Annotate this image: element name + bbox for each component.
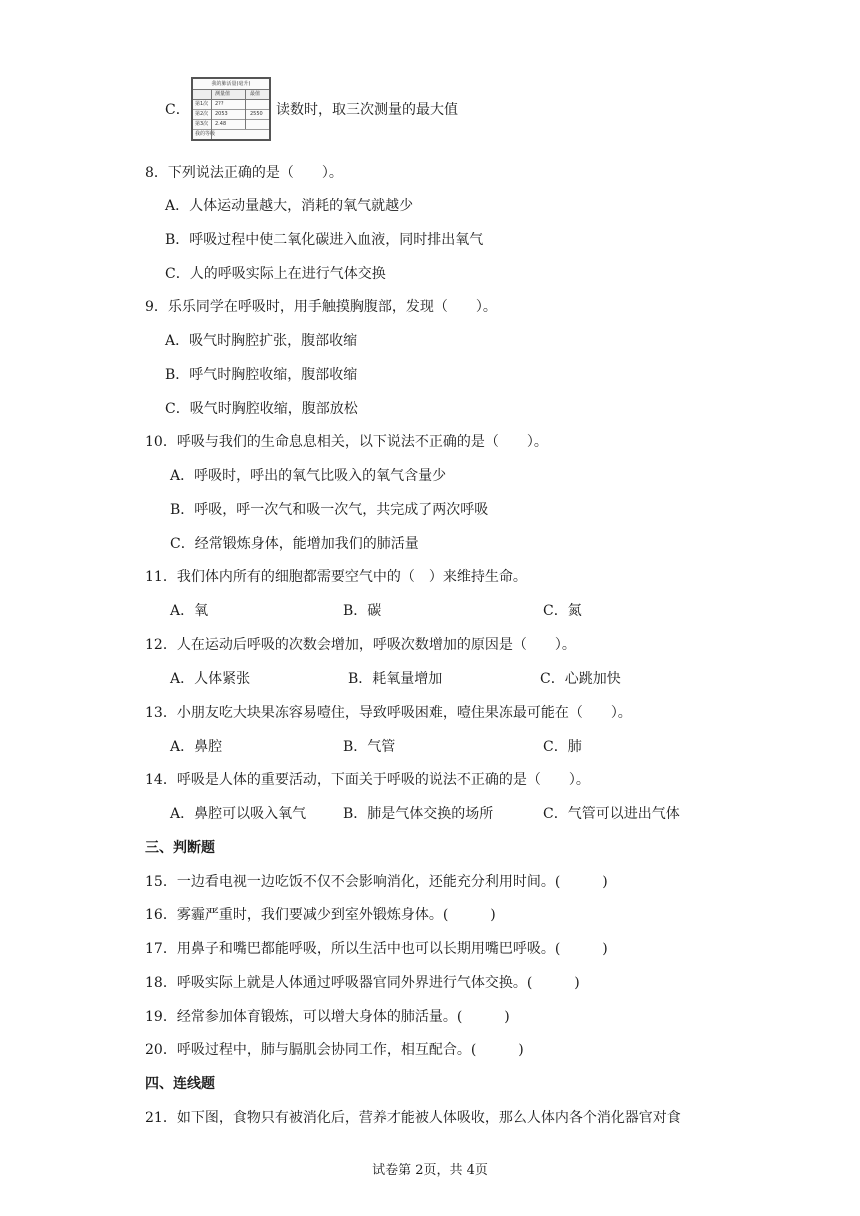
table-row: 第2次 2053 2550 (193, 110, 269, 120)
table-caption: 我的肺活量(毫升) (193, 80, 269, 90)
section-3-heading: 三、判断题 (145, 840, 215, 856)
q11-option-a: A．氧 (170, 603, 209, 619)
q12-option-a: A．人体紧张 (170, 671, 251, 687)
q11-option-b: B．碳 (343, 603, 382, 619)
question-17: 17．用鼻子和嘴巴都能呼吸，所以生活中也可以长期用嘴巴呼吸。( ) (145, 941, 608, 957)
q13-option-c: C．肺 (543, 739, 582, 755)
q11-option-c: C．氮 (543, 603, 582, 619)
question-16: 16．雾霾严重时，我们要减少到室外锻炼身体。( ) (145, 907, 496, 923)
q14-option-c: C．气管可以进出气体 (543, 806, 680, 822)
q12-option-c: C．心跳加快 (540, 671, 621, 687)
q8-option-b: B．呼吸过程中使二氧化碳进入血液，同时排出氧气 (165, 232, 484, 248)
q8-option-a: A．人体运动量越大，消耗的氧气就越少 (165, 198, 414, 214)
q10-option-a: A．呼吸时，呼出的氧气比吸入的氧气含量少 (170, 468, 447, 484)
q7-option-c-text: 读数时，取三次测量的最大值 (276, 102, 458, 118)
table-row: 第3次 2.48 (193, 120, 269, 130)
question-15: 15．一边看电视一边吃饭不仅不会影响消化，还能充分利用时间。( ) (145, 874, 608, 890)
q9-option-a: A．吸气时胸腔扩张，腹部收缩 (165, 333, 358, 349)
q14-option-b: B．肺是气体交换的场所 (343, 806, 494, 822)
section-4-heading: 四、连线题 (145, 1076, 215, 1092)
table-header-max: 最值 (250, 91, 261, 97)
question-18: 18．呼吸实际上就是人体通过呼吸器官同外界进行气体交换。( ) (145, 975, 580, 991)
table-row: 我的等级 (195, 131, 216, 137)
table-header-value: 测量值 (215, 91, 231, 97)
q10-option-c: C．经常锻炼身体，能增加我们的肺活量 (170, 536, 419, 552)
q9-option-b: B．呼气时胸腔收缩，腹部收缩 (165, 367, 358, 383)
question-12: 12．人在运动后呼吸的次数会增加，呼吸次数增加的原因是（ ）。 (145, 637, 576, 653)
page-footer: 试卷第 2页，共 4页 (372, 1163, 488, 1178)
table-row: 第1次 2?? (193, 100, 269, 110)
question-13: 13．小朋友吃大块果冻容易噎住，导致呼吸困难，噎住果冻最可能在（ ）。 (145, 705, 632, 721)
q13-option-a: A．鼻腔 (170, 739, 223, 755)
question-20: 20．呼吸过程中，肺与膈肌会协同工作，相互配合。( ) (145, 1042, 524, 1058)
question-8: 8．下列说法正确的是（ ）。 (145, 165, 343, 181)
q14-option-a: A．鼻腔可以吸入氧气 (170, 806, 307, 822)
q9-option-c: C．吸气时胸腔收缩，腹部放松 (165, 401, 358, 417)
question-11: 11．我们体内所有的细胞都需要空气中的（ ）来维持生命。 (145, 569, 527, 585)
q12-option-b: B．耗氧量增加 (348, 671, 443, 687)
q13-option-b: B．气管 (343, 739, 396, 755)
lung-capacity-table-image (191, 77, 271, 141)
question-10: 10．呼吸与我们的生命息息相关，以下说法不正确的是（ ）。 (145, 434, 548, 450)
question-14: 14．呼吸是人体的重要活动，下面关于呼吸的说法不正确的是（ ）。 (145, 772, 590, 788)
question-19: 19．经常参加体育锻炼，可以增大身体的肺活量。( ) (145, 1009, 510, 1025)
q8-option-c: C．人的呼吸实际上在进行气体交换 (165, 266, 386, 282)
q10-option-b: B．呼吸，呼一次气和吸一次气，共完成了两次呼吸 (170, 502, 489, 518)
q7-option-c-label: C． (165, 102, 190, 118)
question-21: 21．如下图，食物只有被消化后，营养才能被人体吸收，那么人体内各个消化器官对食 (145, 1110, 681, 1126)
question-9: 9．乐乐同学在呼吸时，用手触摸胸腹部，发现（ ）。 (145, 299, 497, 315)
